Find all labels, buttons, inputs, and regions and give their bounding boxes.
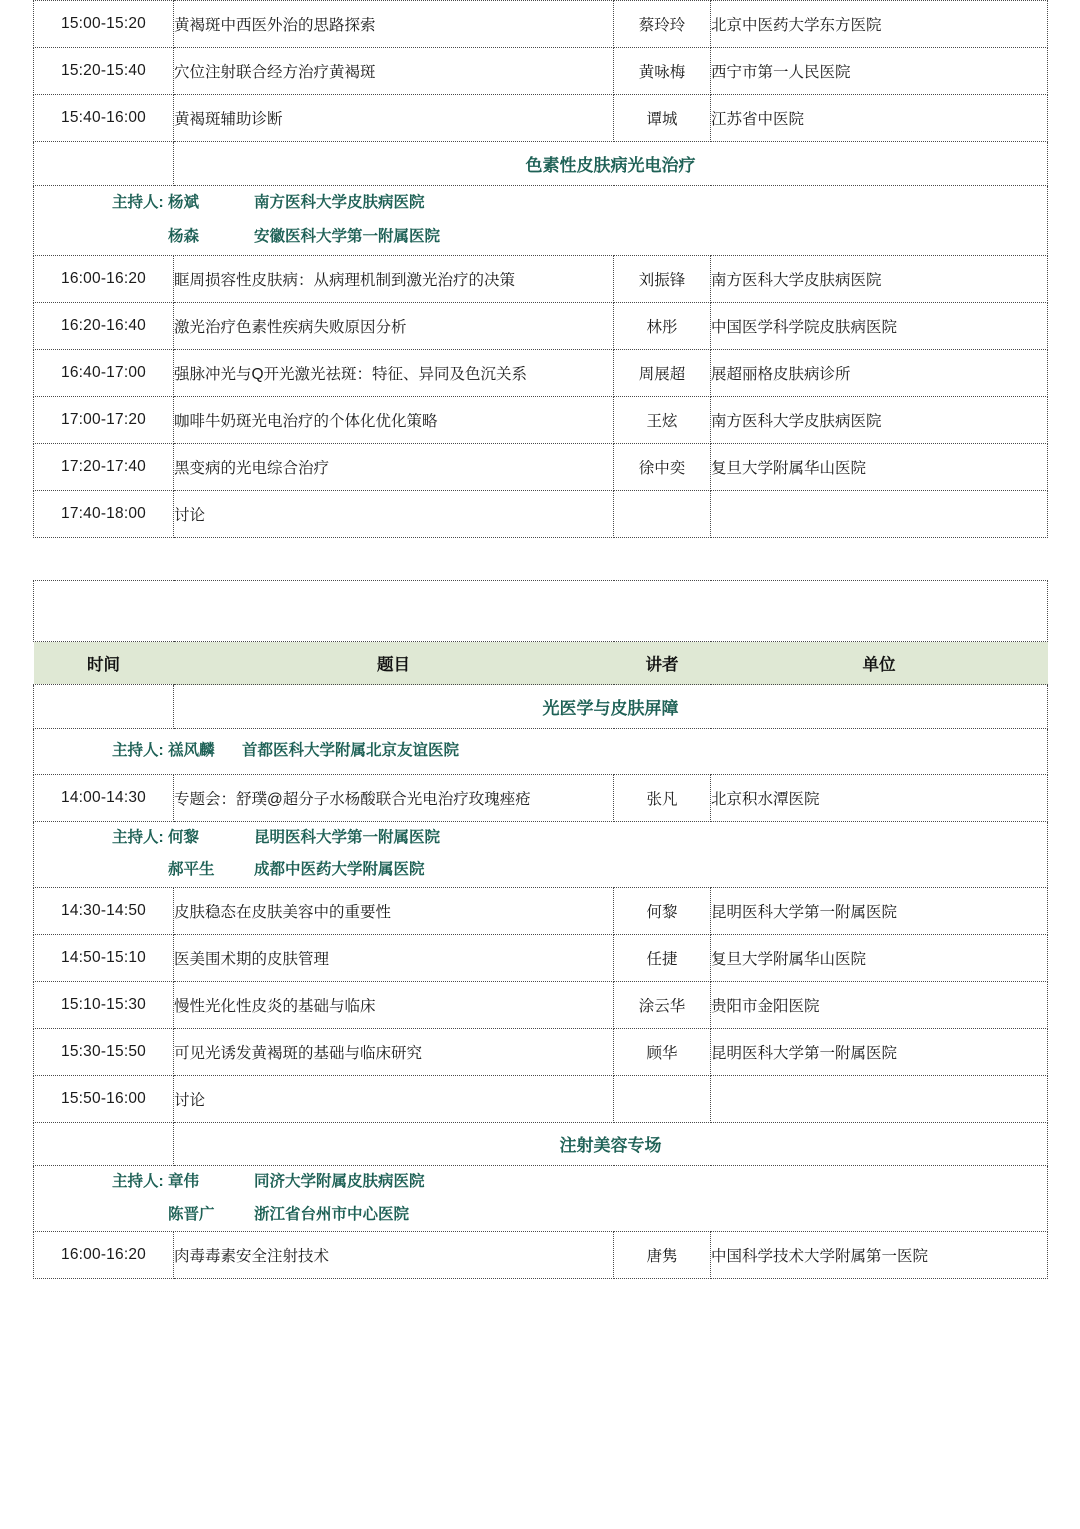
cell-time: 15:20-15:40 (34, 48, 174, 95)
chairperson-row (34, 185, 1048, 256)
cell-time: 14:30-14:50 (34, 887, 174, 934)
table-header-row (34, 642, 1048, 685)
table-spacer (33, 538, 1047, 580)
cell-speaker: 刘振锋 (614, 256, 711, 303)
table-row (34, 1232, 1048, 1279)
cell-time: 14:50-15:10 (34, 934, 174, 981)
chair-org: 安徽医科大学第一附属医院 (253, 228, 440, 246)
cell-speaker: 顾华 (614, 1028, 711, 1075)
chair-org: 南方医科大学皮肤病医院 (253, 193, 425, 211)
venue-tag (34, 1122, 174, 1166)
table-row (34, 95, 1048, 142)
column-header-org: 单位 (711, 642, 1048, 685)
chair-line (34, 186, 1047, 221)
cell-title: 讨论 (174, 491, 614, 538)
chair-line (34, 739, 1047, 764)
cell-speaker: 张凡 (614, 774, 711, 821)
cell-title: 穴位注射联合经方治疗黄褐斑 (174, 48, 614, 95)
table-row (34, 1075, 1048, 1122)
cell-time: 14:00-14:30 (34, 774, 174, 821)
cell-title: 黄褐斑中西医外治的思路探索 (174, 1, 614, 48)
chairperson-block (34, 821, 1048, 887)
venue-tag-name: 分会场六 (71, 1124, 136, 1142)
venue-banner-room: (3F-311B) (541, 603, 614, 621)
cell-org: 展超丽格皮肤病诊所 (711, 350, 1048, 397)
venue-tag-room: (3F-311B) (68, 707, 139, 725)
chairperson-block (34, 1166, 1048, 1232)
chair-line (34, 1199, 1047, 1232)
cell-speaker: 王炫 (614, 397, 711, 444)
chair-label: 主持人: (112, 1173, 164, 1191)
venue-tag (34, 685, 174, 729)
cell-title: 眶周损容性皮肤病：从病理机制到激光治疗的决策 (174, 256, 614, 303)
table-row (34, 256, 1048, 303)
chair-line (34, 220, 1047, 255)
chair-name: 章伟 (167, 1173, 199, 1191)
cell-org: 中国科学技术大学附属第一医院 (711, 1232, 1048, 1279)
cell-speaker: 唐隽 (614, 1232, 711, 1279)
venue-tag (34, 142, 174, 186)
chair-org: 成都中医药大学附属医院 (253, 861, 425, 879)
chair-label: 主持人: (112, 828, 164, 846)
table-row (34, 303, 1048, 350)
chair-name: 陈晋广 (167, 1205, 215, 1223)
chairperson-row (34, 821, 1048, 887)
chair-label: 主持人: (112, 193, 164, 211)
cell-speaker (614, 491, 711, 538)
session-title: 注射美容专场 (174, 1122, 1048, 1166)
cell-org: 北京积水潭医院 (711, 774, 1048, 821)
table-row (34, 1, 1048, 48)
chair-line (34, 854, 1047, 887)
chairperson-row (34, 1166, 1048, 1232)
venue-banner (34, 581, 1048, 642)
venue-tag-name: 分会场五 (71, 144, 136, 161)
chair-name: 郝平生 (167, 861, 215, 879)
cell-time: 16:00-16:20 (34, 1232, 174, 1279)
table-row (34, 491, 1048, 538)
cell-speaker: 涂云华 (614, 981, 711, 1028)
cell-title: 黑变病的光电综合治疗 (174, 444, 614, 491)
cell-speaker: 任捷 (614, 934, 711, 981)
chair-org: 浙江省台州市中心医院 (253, 1205, 409, 1223)
cell-org: 中国医学科学院皮肤病医院 (711, 303, 1048, 350)
chairperson-row (34, 728, 1048, 774)
chair-name: 禚风麟 (167, 741, 215, 759)
cell-speaker: 何黎 (614, 887, 711, 934)
table-row (34, 981, 1048, 1028)
cell-title: 强脉冲光与Q开光激光祛斑：特征、异同及色沉关系 (174, 350, 614, 397)
table-row (34, 887, 1048, 934)
venue-tag-name: 分会场六 (71, 687, 136, 705)
cell-org: 西宁市第一人民医院 (711, 48, 1048, 95)
cell-time: 16:00-16:20 (34, 256, 174, 303)
cell-time: 15:40-16:00 (34, 95, 174, 142)
cell-speaker: 蔡玲玲 (614, 1, 711, 48)
cell-time: 16:40-17:00 (34, 350, 174, 397)
cell-org: 复旦大学附属华山医院 (711, 444, 1048, 491)
chairperson-block (34, 185, 1048, 256)
cell-org: 江苏省中医院 (711, 95, 1048, 142)
chairperson-block (34, 728, 1048, 774)
chair-name: 杨斌 (167, 193, 199, 211)
column-header-time: 时间 (34, 642, 174, 685)
cell-speaker: 徐中奕 (614, 444, 711, 491)
cell-title: 皮肤稳态在皮肤美容中的重要性 (174, 887, 614, 934)
chair-name: 何黎 (167, 828, 199, 846)
cell-org: 昆明医科大学第一附属医院 (711, 1028, 1048, 1075)
chair-line (34, 822, 1047, 855)
chair-label: 主持人: (112, 741, 164, 759)
cell-speaker (614, 1075, 711, 1122)
venue-tag-room: (3F-311B) (68, 1145, 139, 1163)
cell-title: 专题会：舒璞@超分子水杨酸联合光电治疗玫瑰痤疮 (174, 774, 614, 821)
table-row (34, 774, 1048, 821)
chair-line (34, 1166, 1047, 1199)
table-row (34, 1028, 1048, 1075)
cell-org: 昆明医科大学第一附属医院 (711, 887, 1048, 934)
cell-title: 肉毒毒素安全注射技术 (174, 1232, 614, 1279)
venue-banner-row (34, 581, 1048, 642)
cell-time: 17:40-18:00 (34, 491, 174, 538)
cell-time: 15:30-15:50 (34, 1028, 174, 1075)
table-row (34, 934, 1048, 981)
cell-speaker: 谭城 (614, 95, 711, 142)
column-header-title: 题目 (174, 642, 614, 685)
cell-speaker: 林彤 (614, 303, 711, 350)
cell-org: 复旦大学附属华山医院 (711, 934, 1048, 981)
cell-title: 可见光诱发黄褐斑的基础与临床研究 (174, 1028, 614, 1075)
cell-org: 南方医科大学皮肤病医院 (711, 397, 1048, 444)
cell-title: 激光治疗色素性疾病失败原因分析 (174, 303, 614, 350)
cell-title: 讨论 (174, 1075, 614, 1122)
schedule-table-venue-five (33, 0, 1048, 538)
cell-time: 15:50-16:00 (34, 1075, 174, 1122)
table-row (34, 350, 1048, 397)
cell-time: 15:10-15:30 (34, 981, 174, 1028)
table-row (34, 397, 1048, 444)
session-title-row (34, 142, 1048, 186)
schedule-table-venue-six (33, 580, 1048, 1279)
session-title: 光医学与皮肤屏障 (174, 685, 1048, 729)
chair-org: 同济大学附属皮肤病医院 (253, 1173, 425, 1191)
cell-time: 16:20-16:40 (34, 303, 174, 350)
cell-org: 南方医科大学皮肤病医院 (711, 256, 1048, 303)
cell-title: 慢性光化性皮炎的基础与临床 (174, 981, 614, 1028)
cell-title: 医美围术期的皮肤管理 (174, 934, 614, 981)
table-row (34, 48, 1048, 95)
cell-speaker: 周展超 (614, 350, 711, 397)
venue-tag-room: (3F-311A) (68, 164, 139, 182)
cell-time: 17:20-17:40 (34, 444, 174, 491)
cell-time: 15:00-15:20 (34, 1, 174, 48)
cell-title: 咖啡牛奶斑光电治疗的个体化优化策略 (174, 397, 614, 444)
chair-org: 首都医科大学附属北京友谊医院 (241, 741, 459, 759)
cell-title: 黄褐斑辅助诊断 (174, 95, 614, 142)
session-title-row (34, 685, 1048, 729)
cell-org: 贵阳市金阳医院 (711, 981, 1048, 1028)
table-row (34, 444, 1048, 491)
chair-org: 昆明医科大学第一附属医院 (253, 828, 440, 846)
cell-speaker: 黄咏梅 (614, 48, 711, 95)
cell-org (711, 491, 1048, 538)
chair-name: 杨森 (167, 228, 199, 246)
venue-banner-name: 分会场六 (467, 600, 538, 621)
session-title: 色素性皮肤病光电治疗 (174, 142, 1048, 186)
cell-org (711, 1075, 1048, 1122)
cell-org: 北京中医药大学东方医院 (711, 1, 1048, 48)
cell-time: 17:00-17:20 (34, 397, 174, 444)
column-header-speaker: 讲者 (614, 642, 711, 685)
session-title-row (34, 1122, 1048, 1166)
